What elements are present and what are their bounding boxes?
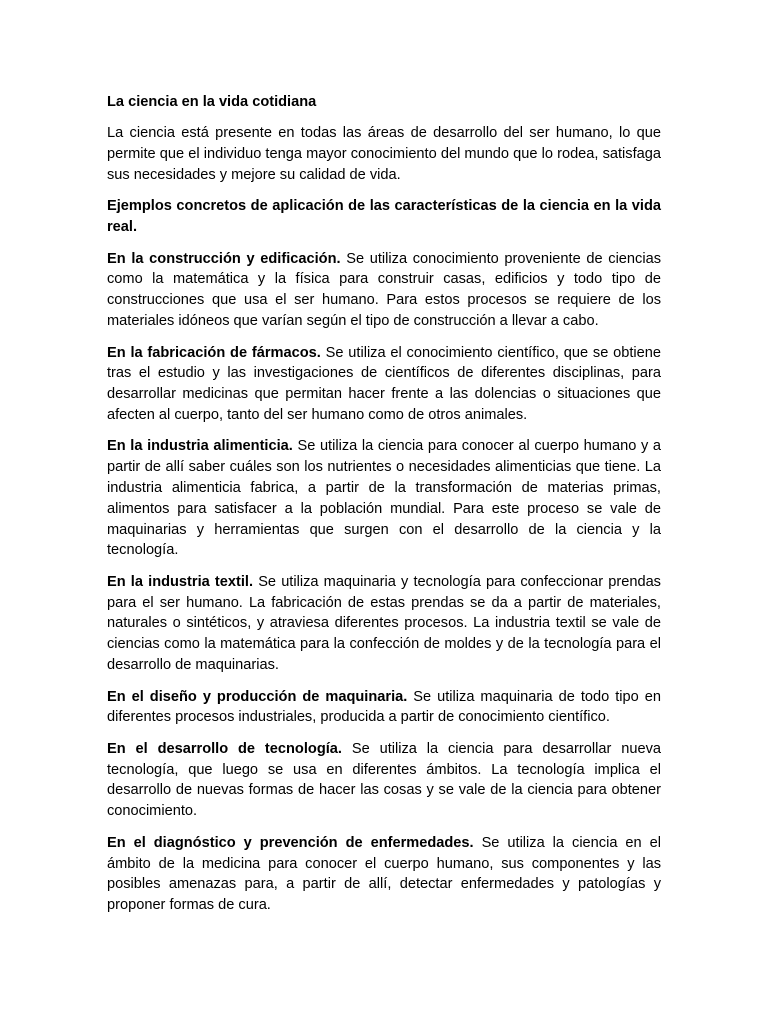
section-machinery xyxy=(107,687,661,729)
section-textile-industry xyxy=(107,572,661,676)
section-lead: En el diseño y producción de maquinaria. xyxy=(107,688,408,705)
section-pharmaceuticals xyxy=(107,343,661,426)
section-text: Se utiliza maquinaria y tecnología para confeccionar prendas para el ser humano. La fabricación de estas prendas se da a partir de materiales, naturales o sintéticos, y atraviesa diferentes procesos. La industria textil se vale de ciencias como la matemática para la confección de moldes y de la tecnología para el desarrollo de maquinarias. xyxy=(107,573,661,674)
section-lead: En la industria textil. xyxy=(107,573,254,590)
section-construction xyxy=(107,249,661,332)
section-lead: En la fabricación de fármacos. xyxy=(107,344,321,361)
section-text: Se utiliza la ciencia para conocer al cuerpo humano y a partir de allí saber cuáles son los nutrientes o necesidades alimenticias que tiene. La industria alimenticia fabrica, a partir de la transformación de materias primas, alimentos para satisfacer a la población mundial. Para este proceso se vale de maquinarias y herramientas que surgen con el desarrollo de la ciencia y la tecnología. xyxy=(107,438,661,559)
section-lead: En la construcción y edificación. xyxy=(107,250,341,267)
section-diagnosis xyxy=(107,833,661,916)
section-lead: En el diagnóstico y prevención de enfermedades. xyxy=(107,834,474,851)
document-title: La ciencia en la vida cotidiana xyxy=(107,94,317,110)
intro-paragraph: La ciencia está presente en todas las áreas de desarrollo del ser humano, lo que permite que el individuo tenga mayor conocimiento del mundo que lo rodea, satisfaga sus necesidades y mejore su calidad de vida. xyxy=(107,125,661,183)
section-text: Se utiliza el conocimiento científico, que se obtiene tras el estudio y las investigaciones de científicos de diferentes disciplinas, para desarrollar medicinas que permitan hacer frente a las dolencias o situaciones que afecten al cuerpo, tanto del ser humano como de otros animales. xyxy=(107,344,661,423)
section-text: Se utiliza la ciencia en el ámbito de la medicina para conocer el cuerpo humano, sus componentes y las posibles amenazas para, a partir de allí, detectar enfermedades y patologías y proponer formas de cura. xyxy=(107,834,661,914)
section-text: Se utiliza conocimiento proveniente de ciencias como la matemática y la física para construir casas, edificios y todo tipo de construcciones que usa el ser humano. Para estos procesos se requiere de los materiales idóneos que varían según el tipo de construcción a llevar a cabo. xyxy=(107,250,661,330)
section-text: Se utiliza maquinaria de todo tipo en diferentes procesos industriales, producida a partir de conocimiento científico. xyxy=(107,688,661,726)
section-technology xyxy=(107,739,661,822)
document-page xyxy=(107,92,661,927)
section-lead: En el desarrollo de tecnología. xyxy=(107,740,342,757)
section-lead: En la industria alimenticia. xyxy=(107,438,293,455)
section-text: Se utiliza la ciencia para desarrollar nueva tecnología, que luego se usa en diferentes ámbitos. La tecnología implica el desarrollo de nuevas formas de hacer las cosas y se vale de la ciencia para obtener conocimiento. xyxy=(107,740,661,820)
section-food-industry xyxy=(107,436,661,561)
examples-subtitle: Ejemplos concretos de aplicación de las características de la ciencia en la vida real. xyxy=(107,198,661,236)
